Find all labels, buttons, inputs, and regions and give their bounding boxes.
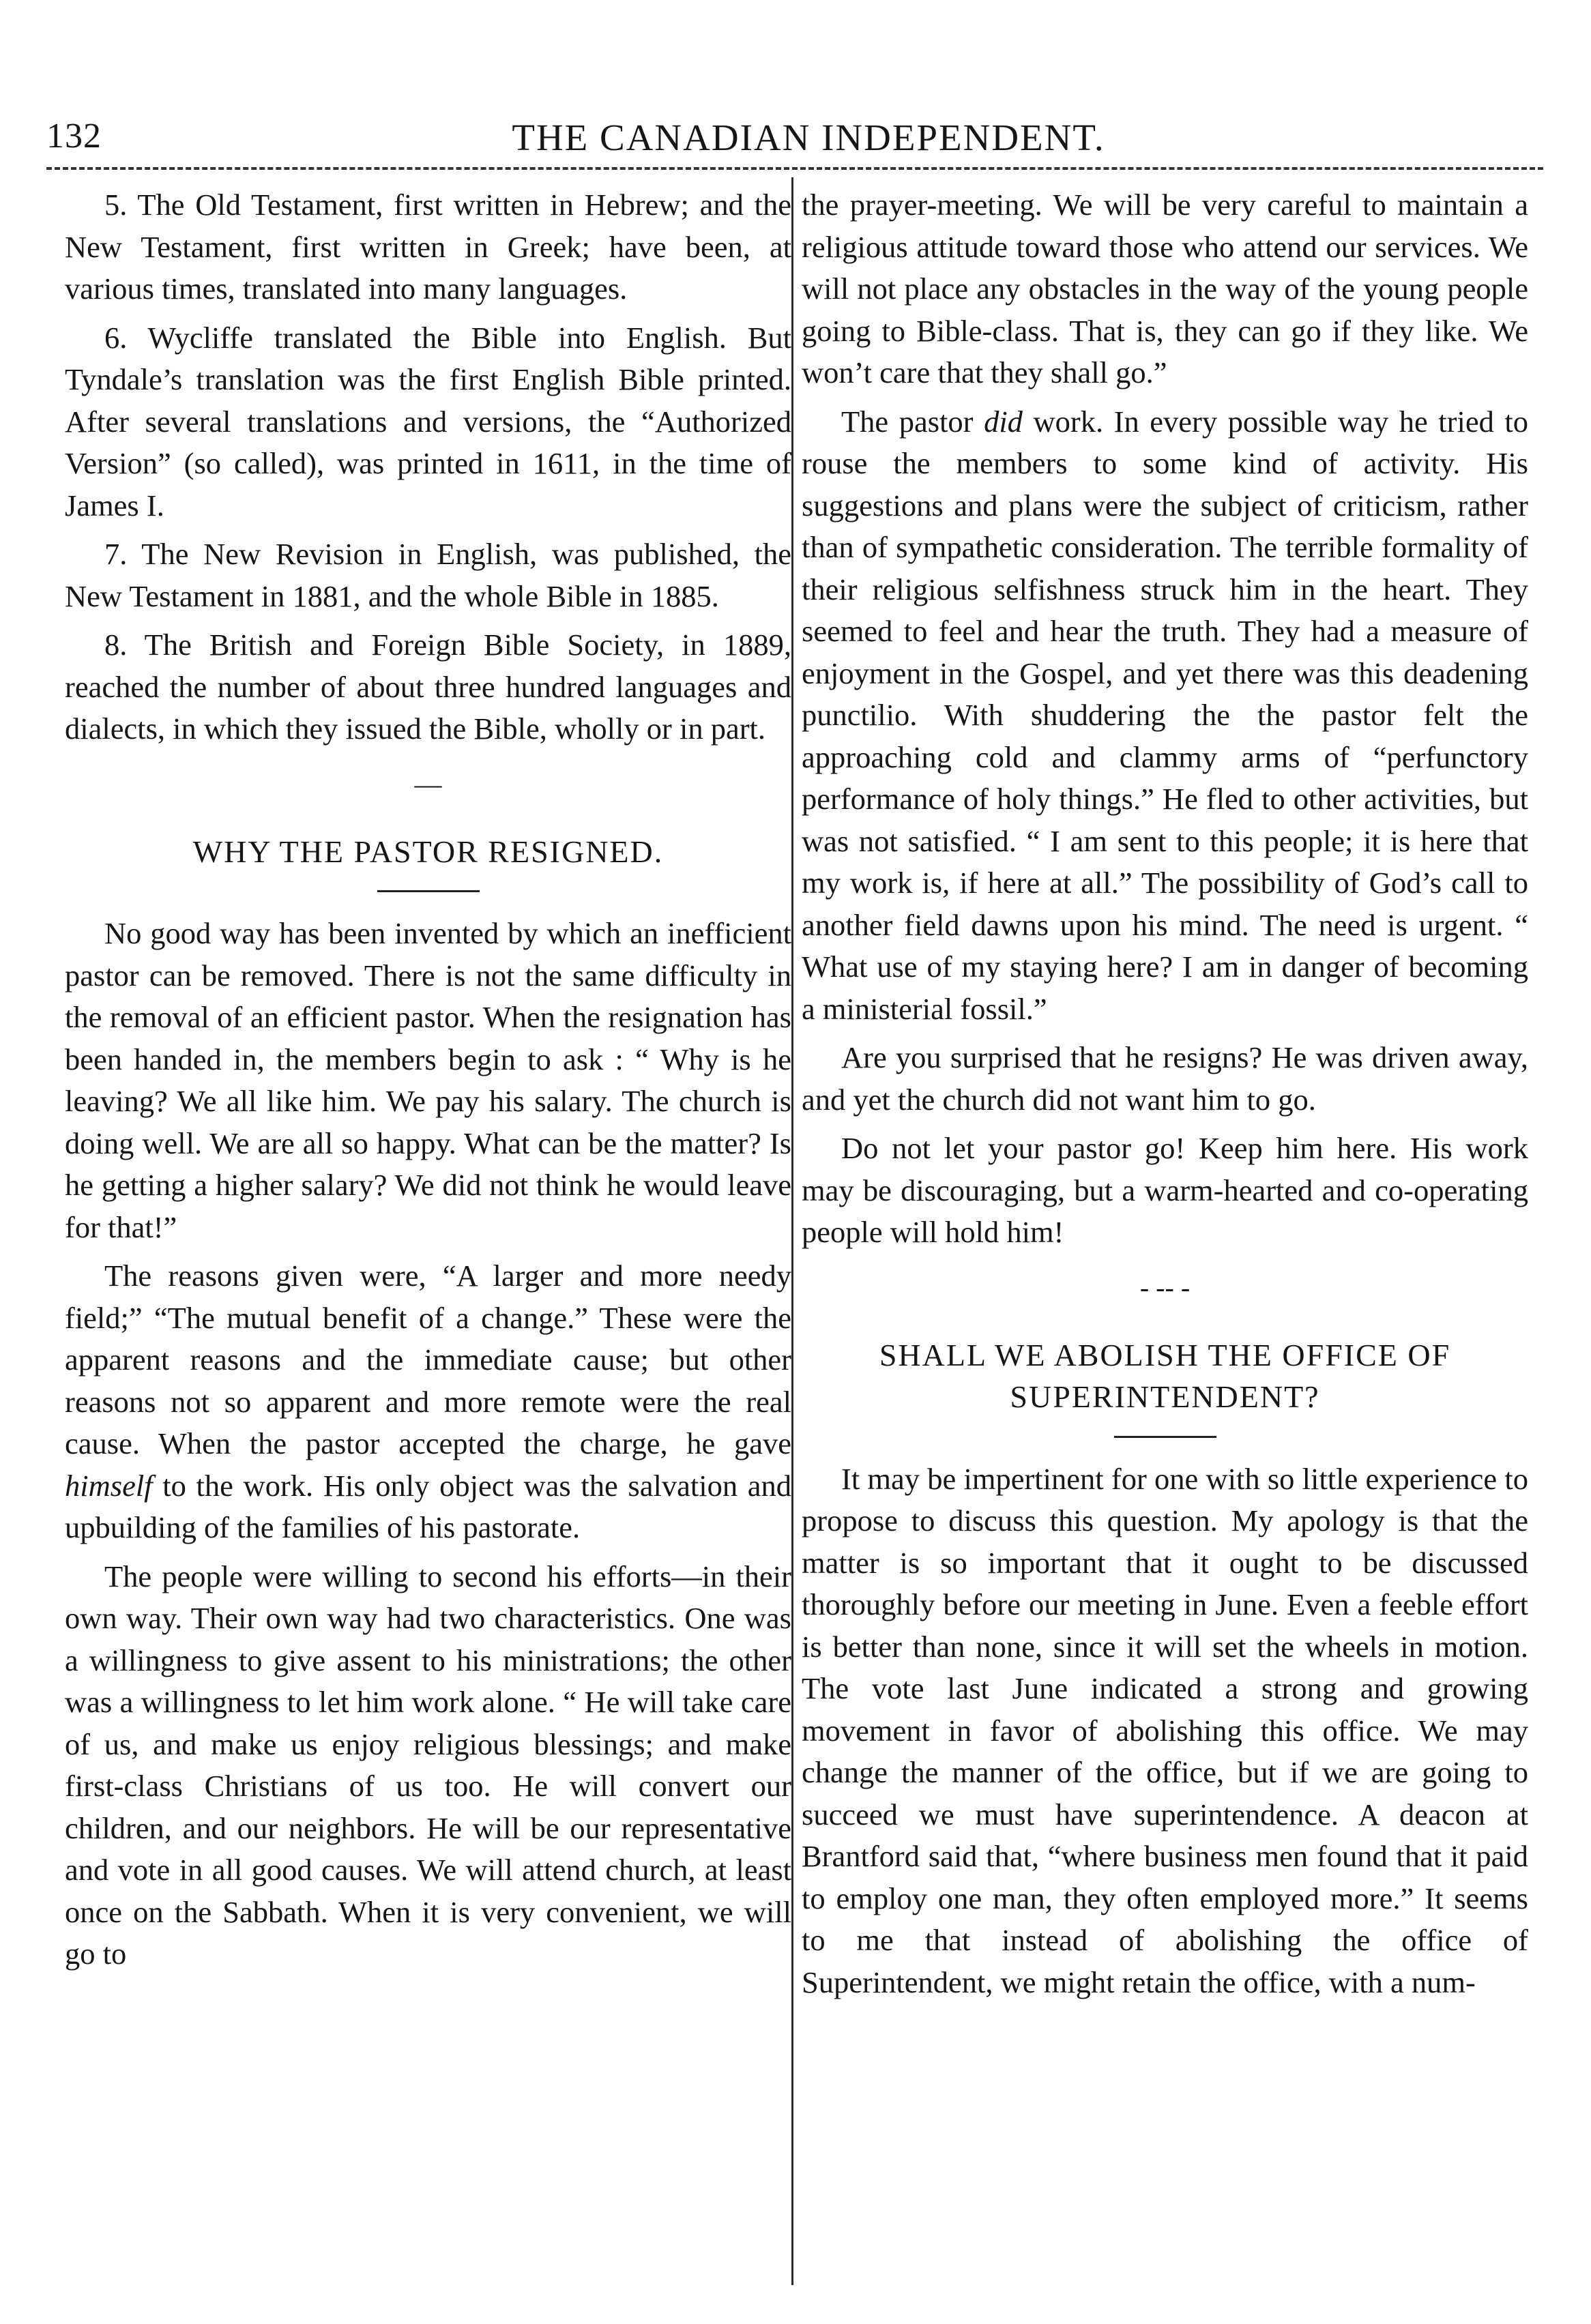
paragraph-text: to the work. His only object was the salvation and upbuilding of the families of his pastorate. — [65, 1468, 792, 1544]
paragraph — [65, 1255, 791, 1549]
paragraph: Do not let your pastor go! Keep him here. His work may be discouraging, but a warm-hearted and co-operating people will hold him! — [802, 1131, 1528, 1249]
article-title-why-pastor-resigned: WHY THE PASTOR RESIGNED. — [192, 834, 664, 869]
paragraph: It may be impertinent for one with so little experience to propose to discuss this question. My apology is that the matter is so important that it ought to be discussed thoroughly before our meeting in June. Even a feeble effort is better than none, since it will set the wheels in motion. The vote last June indicated a strong and growing movement in favor of abolishing this office. We may change the manner of the office, but if we are going to succeed we must have superintendence. A deacon at Brantford said that, “where business men found that it paid to employ one man, they often employed more.” It seems to me that instead of abolishing the office of Superintendent, we might retain the office, with a num- — [802, 1461, 1528, 1999]
header-rule — [46, 167, 1543, 170]
paragraph-continued: the prayer-meeting. We will be very careful to maintain a religious attitude toward those who attend our services. We will not place any obstacles in the way of the young people going to Bible-class. That is, they can go if they like. We won’t care that they shall go.” — [802, 188, 1528, 389]
list-item-8: 8. The British and Foreign Bible Society, in 1889, reached the number of about three hundred languages and dialects, in which they issued the Bible, wholly or in part. — [65, 628, 791, 746]
paragraph: Are you surprised that he resigns? He was driven away, and yet the church did not want him to go. — [802, 1040, 1528, 1117]
column-divider — [791, 177, 793, 2285]
italic-word: himself — [65, 1468, 153, 1503]
title-rule — [377, 890, 480, 892]
italic-word: did — [984, 404, 1023, 439]
right-column — [802, 184, 1528, 2010]
left-column — [65, 184, 791, 1982]
paragraph-text: The reasons given were, “A larger and more needy field;” “The mutual benefit of a change.” These were the apparent reasons and the immediate cause; but other reasons not so apparent and more remote were the real cause. When the pastor accepted the charge, he gave — [65, 1259, 791, 1460]
section-ornament: - -- - — [1139, 1271, 1191, 1303]
article-title-abolish-superintendent: SHALL WE ABOLISH THE OFFICE OF SUPERINTENDENT? — [879, 1337, 1451, 1414]
list-item-6: 6. Wycliffe translated the Bible into English. But Tyndale’s translation was the first English Bible printed. After several translations and versions, the “Authorized Version” (so called), was printed in 1611, in the time of James I. — [65, 320, 791, 523]
running-title: THE CANADIAN INDEPENDENT. — [512, 117, 1105, 158]
paragraph-text: work. In every possible way he tried to rouse the members to some kind of activity. His suggestions and plans were the subject of criticism, rather than of sympathetic consideration. The terrible formality of their religious selfishness struck him in the heart. They seemed to feel and hear the truth. They had a measure of enjoyment in the Gospel, and yet there was this deadening punctilio. With shuddering the the pastor felt the approaching cold and clammy arms of “perfunctory performance of holy things.” He fled to other activities, but was not satisfied. “ I am sent to this people; it is here that my work is, if here at all.” The possibility of God’s call to another field dawns upon his mind. The need is urgent. “ What use of my staying here? I am in danger of becoming a ministerial fossil.” — [802, 404, 1529, 1026]
page-number: 132 — [46, 117, 102, 156]
paragraph-text: The pastor — [841, 404, 974, 439]
list-item-7: 7. The New Revision in English, was published, the New Testament in 1881, and the whole Bible in 1885. — [65, 537, 791, 613]
list-item-5: 5. The Old Testament, first written in Hebrew; and the New Testament, first written in Greek; have been, at various times, translated into many languages. — [65, 188, 791, 306]
title-rule — [1114, 1436, 1216, 1438]
paragraph: The people were willing to second his efforts—in their own way. Their own way had two characteristics. One was a willingness to give assent to his ministrations; the other was a willingness to let him work alone. “ He will take care of us, and make us enjoy religious blessings; and make first-class Christians of us too. He will convert our children, and our neighbors. He will be our representative and vote in all good causes. We will attend church, at least once on the Sabbath. When it is very convenient, we will go to — [65, 1559, 791, 1971]
paragraph: No good way has been invented by which an inefficient pastor can be removed. There is not the same difficulty in the removal of an efficient pastor. When the resignation has been handed in, the members begin to ask : “ Why is he leaving? We all like him. We pay his salary. The church is doing well. We are all so happy. What can be the matter? Is he getting a higher salary? We did not think he would leave for that!” — [65, 916, 791, 1244]
paragraph — [802, 401, 1528, 1031]
section-ornament: — — [414, 768, 442, 799]
